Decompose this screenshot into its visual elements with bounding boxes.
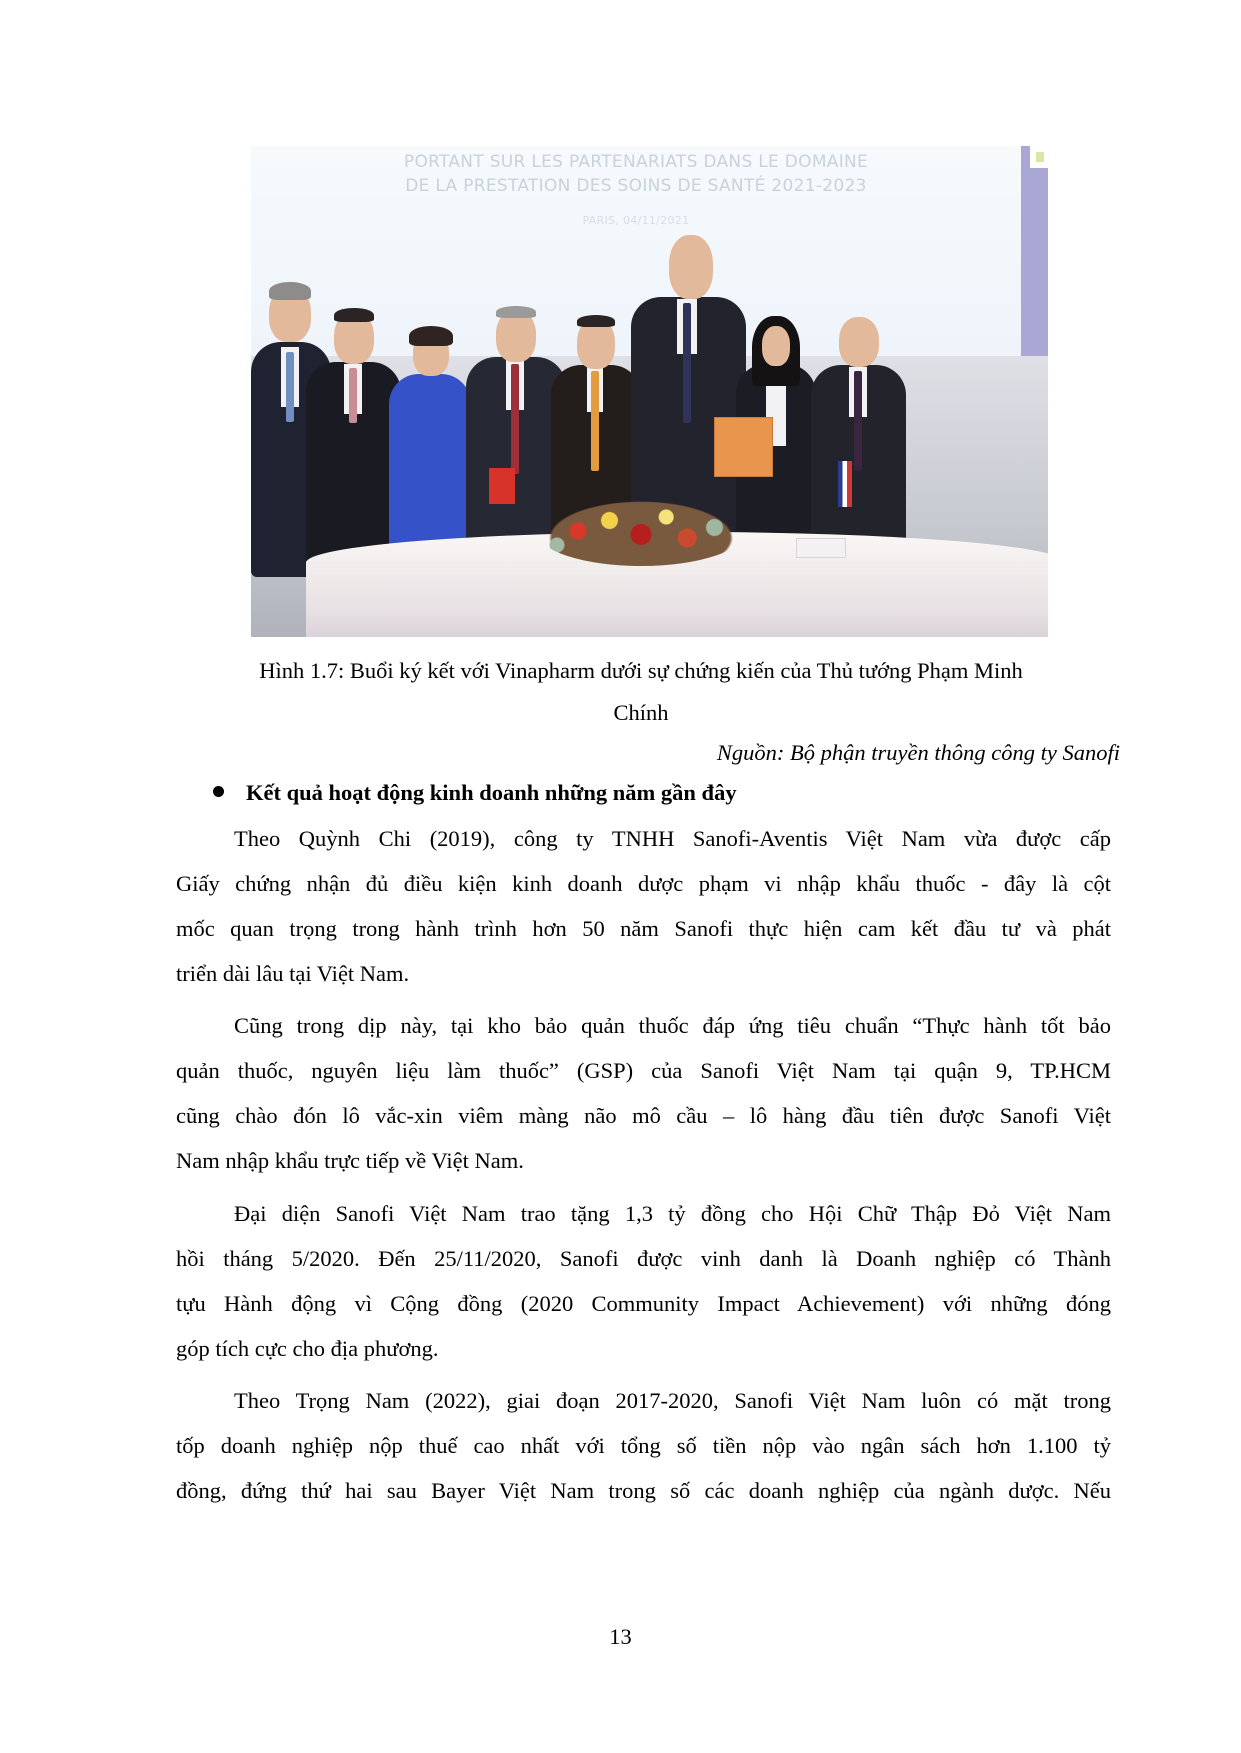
section-heading xyxy=(213,778,737,808)
figure-source: Nguồn: Bộ phận truyền thông công ty Sanofi xyxy=(716,740,1120,765)
paragraph-line: mốc quan trọng trong hành trình hơn 50 năm Sanofi thực hiện cam kết đầu tư và phát xyxy=(176,916,1111,941)
paragraph-line: triển dài lâu tại Việt Nam. xyxy=(176,961,410,986)
logo-icon xyxy=(1030,146,1048,168)
person xyxy=(389,302,471,577)
paragraph-line: quản thuốc, nguyên liệu làm thuốc” (GSP) của Sanofi Việt Nam tại quận 9, TP.HCM xyxy=(176,1058,1111,1083)
screen-title-line2: DE LA PRESTATION DES SOINS DE SANTÉ 2021-2023 xyxy=(405,176,867,196)
france-flag-icon xyxy=(838,461,852,507)
paragraph-line: Giấy chứng nhận đủ điều kiện kinh doanh dược phạm vi nhập khẩu thuốc - đây là cột xyxy=(176,871,1111,896)
bullet-icon xyxy=(213,786,224,797)
signing-ceremony-photo xyxy=(251,146,1048,637)
screen-title-line1: PORTANT SUR LES PARTENARIATS DANS LE DOMAINE xyxy=(403,152,869,172)
flower-arrangement xyxy=(536,496,746,566)
paragraph-line: đồng, đứng thứ hai sau Bayer Việt Nam trong số các doanh nghiệp của ngành dược. Nếu xyxy=(176,1478,1111,1503)
paragraph-line: hồi tháng 5/2020. Đến 25/11/2020, Sanofi được vinh danh là Doanh nghiệp có Thành xyxy=(176,1246,1111,1271)
orange-folder xyxy=(714,417,773,477)
paragraph-line: Theo Quỳnh Chi (2019), công ty TNHH Sanofi-Aventis Việt Nam vừa được cấp xyxy=(234,826,1111,851)
paragraph-line: cũng chào đón lô vắc-xin viêm màng não mô cầu – lô hàng đầu tiên được Sanofi Việt xyxy=(176,1103,1111,1128)
section-heading-text: Kết quả hoạt động kinh doanh những năm gần đây xyxy=(246,780,737,805)
figure-caption: Hình 1.7: Buổi ký kết với Vinapharm dưới sự chứng kiến của Thủ tướng Phạm Minh xyxy=(259,658,1023,683)
paragraph-line: Cũng trong dịp này, tại kho bảo quản thuốc đáp ứng tiêu chuẩn “Thực hành tốt bảo xyxy=(234,1013,1111,1038)
person xyxy=(306,272,401,577)
figure-caption-continued: Chính xyxy=(613,700,669,725)
paragraph-line: tựu Hành động vì Cộng đồng (2020 Community Impact Achievement) với những đóng xyxy=(176,1291,1111,1316)
paragraph-line: góp tích cực cho địa phương. xyxy=(176,1336,439,1361)
nameplate xyxy=(796,538,846,558)
paragraph-line: tốp doanh nghiệp nộp thuế cao nhất với tổng số tiền nộp vào ngân sách hơn 1.100 tỷ xyxy=(176,1433,1111,1458)
screen-date: PARIS, 04/11/2021 xyxy=(582,214,690,227)
paragraph-line: Theo Trọng Nam (2022), giai đoạn 2017-2020, Sanofi Việt Nam luôn có mặt trong xyxy=(234,1388,1111,1413)
page-number: 13 xyxy=(609,1624,632,1649)
vietnam-flag-icon xyxy=(489,468,515,504)
screen-side-panel xyxy=(1021,146,1048,356)
paragraph-line: Nam nhập khẩu trực tiếp về Việt Nam. xyxy=(176,1148,524,1173)
paragraph-line: Đại diện Sanofi Việt Nam trao tặng 1,3 tỷ đồng cho Hội Chữ Thập Đỏ Việt Nam xyxy=(234,1201,1111,1226)
